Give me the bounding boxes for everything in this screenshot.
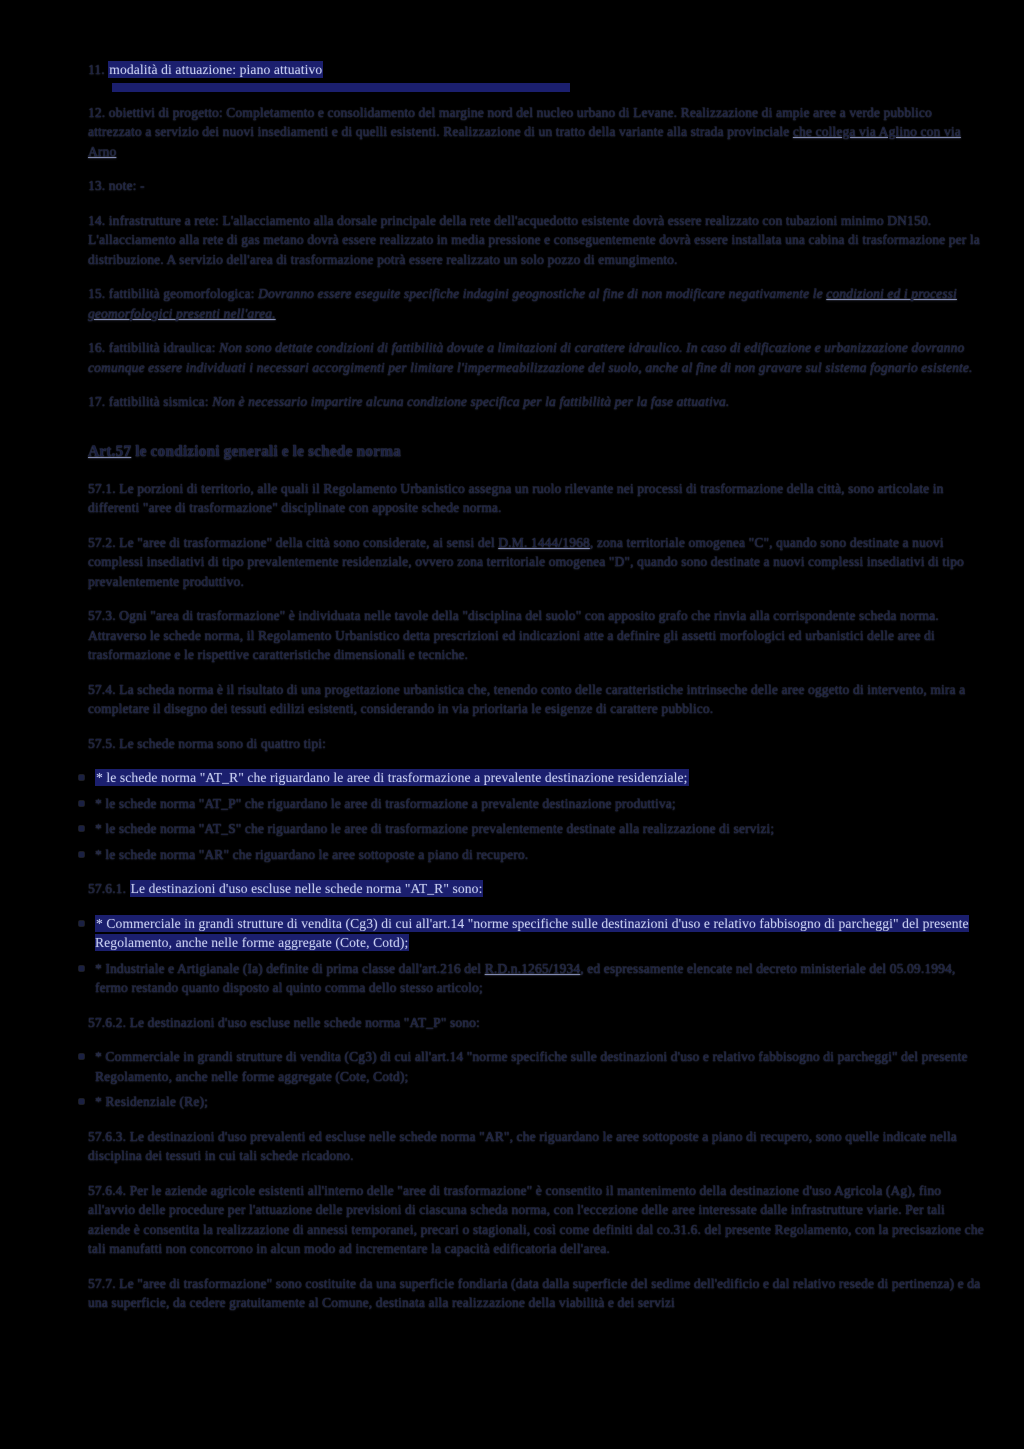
list-item [77, 914, 986, 953]
text-run: Dovranno essere eseguite specifiche indagini geognostiche al fine di non modificare negativamente le [258, 286, 827, 301]
text-run: 16. fattibilità idraulica: [88, 340, 220, 355]
text-run: 57.3. Ogni "area di trasformazione" è individuata nelle tavole della "disciplina del suolo" con apposito grafo che rinvia alla corrispondente scheda norma. Attraverso le schede norma, il Regolamento Urbanistico detta prescrizioni ed indicazioni atte a definire gli assetti morfologici ed urbanistici delle aree di trasformazione e le rispettive caratteristiche dimensionali e tecniche. [88, 608, 939, 662]
paragraph [88, 60, 986, 80]
paragraph [88, 284, 986, 323]
list-item [77, 794, 986, 814]
paragraph [88, 1181, 986, 1259]
paragraph [88, 680, 986, 719]
selection-highlight: * le schede norma "AT_R" che riguardano le aree di trasformazione a prevalente destinazione residenziale; [96, 770, 688, 785]
text-run: 11. [88, 62, 109, 77]
bullet-list [88, 1047, 986, 1112]
text-run: 57.7. Le "aree di trasformazione" sono costituite da una superficie fondiaria (data dalla superficie del sedime dell'edificio e dal relativo resede di pertinenza) e da una superficie, da cedere gratuitamente al Comune, destinata alla realizzazione della viabilità e dei servizi [88, 1275, 981, 1310]
underlined-text: che collega via Aglino con via Arno [88, 124, 961, 159]
paragraph [88, 338, 986, 377]
list-item [77, 959, 986, 998]
paragraph [88, 1127, 986, 1166]
text-run: Non sono dettate condizioni di fattibilità dovute a limitazioni di carattere idraulico. In caso di edificazione e urbanizzazione dovranno comunque essere individuati i necessari accorgimenti per limitare l'impermeabilizzazione del suolo, anche al fine di non gravare sul sistema fognario esistente. [88, 340, 973, 375]
paragraph [88, 392, 986, 412]
paragraph [88, 211, 986, 270]
text-run: 57.6.4. Per le aziende agricole esistenti all'interno delle "aree di trasformazione" è consentito il mantenimento della destinazione d'uso Agricola (Ag), fino all'avvio delle procedure per l'attuazione delle previsioni di ciascuna scheda norma, con l'eccezione delle aree interessate dalle infrastrutture viarie. Per tali aziende è consentita la realizzazione di annessi temporanei, precari o stagionali, così come definiti dal co.31.6. del presente Regolamento, con la precisazione che tali manufatti non concorrono in alcun modo ad incrementare la capacità edificatoria dell'area. [88, 1182, 984, 1256]
underlined-text: D.M. 1444/1968 [498, 534, 590, 550]
list-item [77, 819, 986, 839]
bullet-list [88, 768, 986, 864]
underlined-text: R.D.n.1265/1934 [484, 960, 581, 976]
text-run: Non è necessario impartire alcuna condizione specifica per la fattibilità per la fase attuativa. [212, 394, 730, 409]
underlined-text: condizioni ed i processi geomorfologici presenti nell'area. [88, 286, 957, 321]
paragraph [88, 103, 986, 162]
text-run: 57.6.3. Le destinazioni d'uso prevalenti ed escluse nelle schede norma "AR", che riguardano le aree sottoposte a piano di recupero, sono quelle indicate nella disciplina dei tessuti in cui tali schede ricadono. [88, 1128, 957, 1163]
list-item [77, 1092, 986, 1112]
list-item [77, 845, 986, 865]
text-run: * Industriale e Artigianale (Ia) definite di prima classe dall'art.216 del [95, 960, 485, 976]
text-run: 57.4. La scheda norma è il risultato di una progettazione urbanistica che, tenendo conto delle caratteristiche intrinseche delle aree oggetto di intervento, mira a completare il disegno dei tessuti edilizi esistenti, considerando in via prioritaria le esigenze di carattere pubblico. [88, 681, 966, 716]
text-run: 57.6.1. [88, 881, 130, 896]
text-run: 57.6.2. Le destinazioni d'uso escluse nelle schede norma "AT_P" sono: [88, 1014, 480, 1030]
list-item [77, 1047, 986, 1086]
paragraph [88, 1274, 986, 1313]
text-run: 17. fattibilità sismica: [88, 394, 213, 409]
selection-highlight: Le destinazioni d'uso escluse nelle schede norma "AT_R" sono: [130, 881, 483, 896]
text-run: , ed espressamente elencate nel decreto ministeriale del 05.09.1994, fermo restando quanto disposto al quinto comma dello stesso articolo; [95, 960, 956, 995]
text-run: 13. note: - [88, 178, 145, 193]
selection-highlight: * Commerciale in grandi strutture di vendita (Cg3) di cui all'art.14 "norme specifiche sulle destinazioni d'uso e relativo fabbisogno di parcheggi" del presente Regolamento, anche nelle forme aggregate (Cote, Cotd); [95, 915, 969, 950]
bullet-list [88, 914, 986, 998]
text-run: * Commerciale in grandi strutture di vendita (Cg3) di cui all'art.14 "norme specifiche sulle destinazioni d'uso e relativo fabbisogno di parcheggi" del presente Regolamento, anche nelle forme aggregate (Cote, Cotd); [95, 1049, 968, 1084]
text-run: 57.5. Le schede norma sono di quattro tipi: [88, 735, 326, 751]
paragraph [88, 1013, 986, 1033]
text-run: , zona territoriale omogenea "C", quando sono destinate a nuovi complessi insediativi di tipo prevalentemente residenziale, ovvero zona territoriale omogenea "D", quando sono destinate a nuovi complessi insediativi di tipo prevalentemente produttivo. [88, 534, 964, 589]
section-heading [88, 442, 986, 462]
text-run: * le schede norma "AT_S" che riguardano le aree di trasformazione prevalentemente destinate alla realizzazione di servizi; [95, 821, 775, 836]
paragraph [88, 606, 986, 665]
text-run: 15. fattibilità geomorfologica: [88, 286, 259, 301]
paragraph [88, 533, 986, 592]
text-run: 57.1. Le porzioni di territorio, alle quali il Regolamento Urbanistico assegna un ruolo rilevante nei processi di trasformazione della città, sono articolate in differenti "aree di trasformazione" disciplinate con apposite schede norma. [88, 480, 944, 515]
text-run: * le schede norma "AR" che riguardano le aree sottoposte a piano di recupero. [95, 846, 529, 862]
text-run: 57.2. Le "aree di trasformazione" della città sono considerate, ai sensi del [88, 534, 499, 550]
text-run: 14. infrastrutture a rete: L'allacciamento alla dorsale principale della rete dell'acquedotto esistente dovrà essere realizzato con tubazioni minimo DN150. L'allacciamento alla rete di gas metano dovrà essere realizzato in media pressione e conseguentemente dovrà essere installata una cabina di trasformazione per la distribuzione. A servizio dell'area di trasformazione potrà essere realizzato un solo pozzo di emungimento. [88, 212, 980, 267]
underlined-text: Art.57 [88, 442, 132, 460]
list-item [77, 768, 986, 788]
text-run: * Residenziale (Re); [95, 1094, 208, 1109]
text-run: * le schede norma "AT_P" che riguardano le aree di trasformazione a prevalente destinazione produttiva; [95, 795, 676, 811]
paragraph [88, 479, 986, 518]
paragraph [88, 879, 986, 899]
selection-bar [112, 83, 570, 92]
text-run: le condizioni generali e le schede norma [131, 442, 401, 460]
selection-highlight: modalità di attuazione: piano attuativo [109, 62, 323, 77]
paragraph [88, 734, 986, 754]
text-run: 12. obiettivi di progetto: Completamento e consolidamento del margine nord del nucleo urbano di Levane. Realizzazione di ampie aree a verde pubblico attrezzato a servizio dei nuovi insediamenti e di quelli esistenti. Realizzazione di un tratto della variante alla strada provinciale [88, 104, 932, 139]
paragraph [88, 176, 986, 196]
